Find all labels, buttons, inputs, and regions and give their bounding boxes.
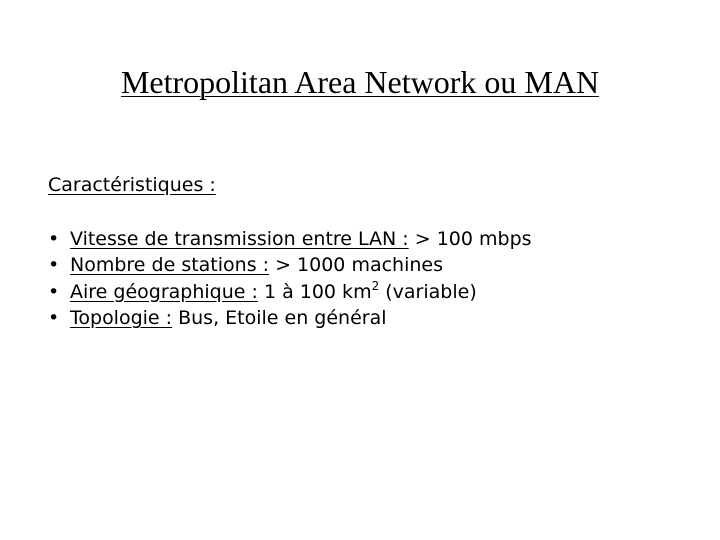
list-item-stations <box>48 252 688 279</box>
item-value: > 1000 machines <box>269 254 443 276</box>
bullet-icon: • <box>48 307 60 329</box>
characteristics-heading: Caractéristiques : <box>48 174 216 196</box>
characteristics-list <box>48 226 688 332</box>
list-item-speed <box>48 226 688 253</box>
slide-title-text: Metropolitan Area Network ou MAN <box>120 64 600 100</box>
item-value: 1 à 100 km <box>257 280 372 303</box>
item-suffix: (variable) <box>379 280 477 303</box>
item-label: Aire géographique : <box>70 280 258 303</box>
item-label: Vitesse de transmission entre LAN : <box>70 227 409 250</box>
slide-content <box>48 172 688 332</box>
bullet-icon: • <box>48 227 60 250</box>
item-value: Bus, Etoile en général <box>172 307 387 329</box>
item-superscript: 2 <box>371 278 380 293</box>
item-label: Nombre de stations : <box>70 254 270 276</box>
slide-title <box>0 62 720 102</box>
item-value: > 100 mbps <box>408 227 532 250</box>
bullet-icon: • <box>48 280 60 303</box>
list-item-area <box>48 279 688 306</box>
bullet-icon: • <box>48 254 60 276</box>
item-label: Topologie : <box>70 307 173 329</box>
list-item-topology <box>48 305 688 332</box>
